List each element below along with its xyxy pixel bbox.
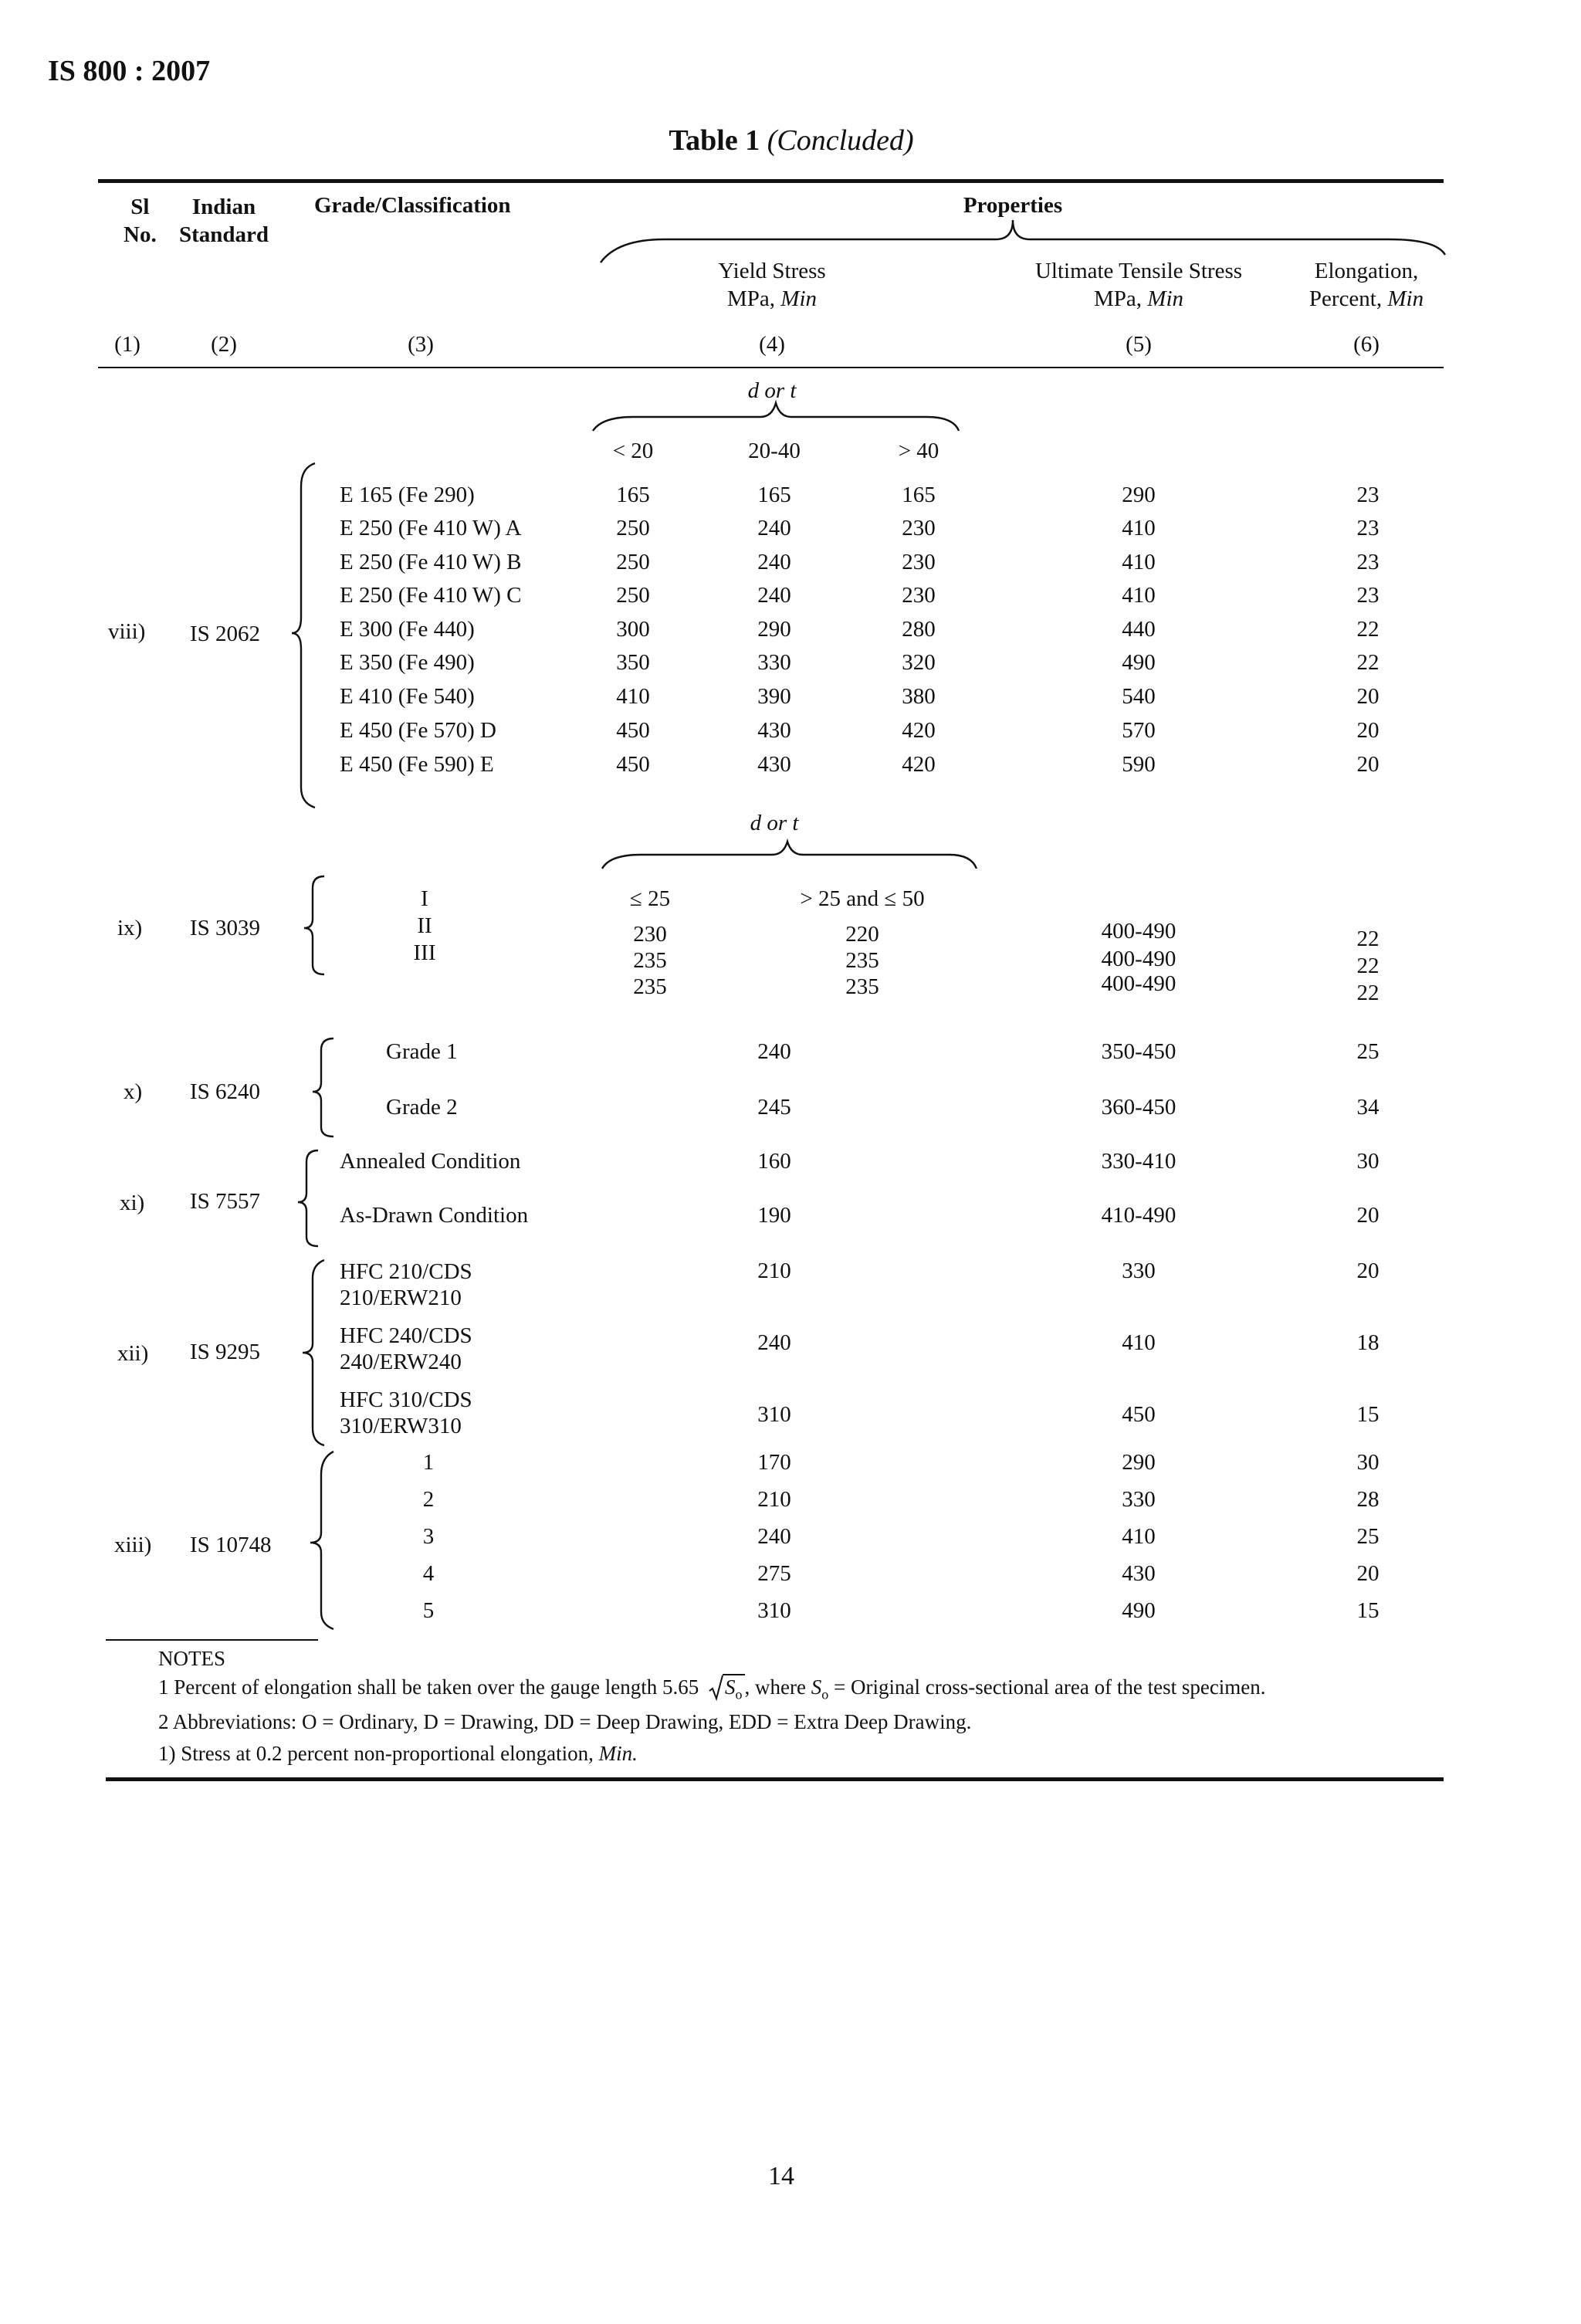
viii-standard: IS 2062 — [190, 622, 261, 646]
viii-yield-gt40-2: 230 — [902, 516, 936, 540]
viii-yield-20-40-5: 290 — [757, 617, 791, 642]
viii-grade-6: E 350 (Fe 490) — [340, 650, 475, 675]
x-grade-1: Grade 1 — [386, 1039, 458, 1064]
footnote-1: 1) Stress at 0.2 percent non-proportional elongation, Min. — [158, 1742, 638, 1765]
viii-yield-lt20-4: 250 — [616, 583, 650, 608]
ix-standard: IS 3039 — [190, 916, 261, 940]
viii-elongation-4: 23 — [1356, 583, 1380, 608]
notes-heading: NOTES — [158, 1647, 225, 1670]
ix-uts-row2: 400-490 — [1101, 947, 1176, 971]
xii-grade-3: HFC 310/CDS 310/ERW310 — [340, 1387, 472, 1438]
ix-y1-row3: 235 — [633, 974, 667, 999]
header-properties: Properties — [963, 193, 1063, 218]
xiii-uts-2: 330 — [1122, 1487, 1156, 1512]
viii-yield-lt20-9: 450 — [616, 752, 650, 777]
viii-grade-5: E 300 (Fe 440) — [340, 617, 475, 642]
x-yield-1: 240 — [757, 1039, 791, 1064]
viii-sub-gt40: > 40 — [898, 439, 939, 463]
viii-uts-6: 490 — [1122, 650, 1156, 675]
viii-yield-gt40-9: 420 — [902, 752, 936, 777]
ix-y2-row3: 235 — [845, 974, 879, 999]
xii-uts-1: 330 — [1122, 1259, 1156, 1283]
viii-uts-9: 590 — [1122, 752, 1156, 777]
ix-y1-row2: 235 — [633, 948, 667, 973]
col-num-3: (3) — [408, 332, 434, 357]
xi-yield-1: 160 — [757, 1149, 791, 1174]
xi-yield-2: 190 — [757, 1203, 791, 1228]
viii-yield-20-40-9: 430 — [757, 752, 791, 777]
x-uts-2: 360-450 — [1101, 1095, 1176, 1120]
ix-el-row1: 22 — [1356, 927, 1380, 951]
xi-uts-2: 410-490 — [1101, 1203, 1176, 1228]
xiii-yield-3: 240 — [757, 1524, 791, 1549]
ix-y1-row1: 230 — [633, 922, 667, 947]
xii-sl: xii) — [117, 1341, 149, 1366]
xiii-elongation-4: 20 — [1356, 1561, 1380, 1586]
viii-yield-lt20-5: 300 — [616, 617, 650, 642]
viii-yield-20-40-6: 330 — [757, 650, 791, 675]
x-el-2: 34 — [1356, 1095, 1380, 1120]
viii-yield-gt40-6: 320 — [902, 650, 936, 675]
xii-uts-2: 410 — [1122, 1330, 1156, 1355]
ix-sub-le25: ≤ 25 — [629, 886, 671, 911]
ix-el-row2: 22 — [1356, 954, 1380, 978]
x-uts-1: 350-450 — [1101, 1039, 1176, 1064]
viii-sub-lt20: < 20 — [612, 439, 654, 463]
viii-elongation-2: 23 — [1356, 516, 1380, 540]
xii-el-3: 15 — [1356, 1402, 1380, 1427]
xiii-elongation-3: 25 — [1356, 1524, 1380, 1549]
page-number: 14 — [768, 2162, 794, 2190]
ix-y2-row1: 220 — [845, 922, 879, 947]
viii-yield-gt40-8: 420 — [902, 718, 936, 743]
viii-uts-3: 410 — [1122, 550, 1156, 574]
ix-uts-row3: 400-490 — [1101, 971, 1176, 996]
viii-grade-8: E 450 (Fe 570) D — [340, 718, 496, 743]
xiii-yield-4: 275 — [757, 1561, 791, 1586]
xiii-elongation-2: 28 — [1356, 1487, 1380, 1512]
viii-grade-1: E 165 (Fe 290) — [340, 483, 475, 507]
viii-yield-20-40-1: 165 — [757, 483, 791, 507]
ix-uts-row1: 400-490 — [1101, 919, 1176, 943]
viii-grade-9: E 450 (Fe 590) E — [340, 752, 494, 777]
ix-sl: ix) — [117, 916, 143, 940]
viii-yield-gt40-3: 230 — [902, 550, 936, 574]
xii-yield-2: 240 — [757, 1330, 791, 1355]
xiii-grade-5: 5 — [422, 1598, 435, 1623]
header-uts: Ultimate Tensile Stress MPa, Min — [1034, 259, 1243, 311]
xiii-uts-3: 410 — [1122, 1524, 1156, 1549]
xi-grade-1: Annealed Condition — [340, 1149, 521, 1174]
x-grade-2: Grade 2 — [386, 1095, 458, 1120]
xiii-grade-1: 1 — [422, 1450, 435, 1475]
xii-el-2: 18 — [1356, 1330, 1380, 1355]
ix-grade-1: I — [421, 886, 428, 911]
xiii-sl: xiii) — [114, 1533, 152, 1557]
xiii-yield-1: 170 — [757, 1450, 791, 1475]
radical-sign — [709, 1674, 724, 1702]
xi-sl: xi) — [120, 1191, 145, 1215]
header-elongation: Elongation, Percent, Min — [1308, 259, 1424, 311]
viii-yield-lt20-8: 450 — [616, 718, 650, 743]
xiii-yield-2: 210 — [757, 1487, 791, 1512]
viii-elongation-6: 22 — [1356, 650, 1380, 675]
viii-grade-2: E 250 (Fe 410 W) A — [340, 516, 522, 540]
col-num-2: (2) — [211, 332, 237, 357]
viii-elongation-8: 20 — [1356, 718, 1380, 743]
xi-grade-2: As-Drawn Condition — [340, 1203, 529, 1228]
viii-yield-gt40-1: 165 — [902, 483, 936, 507]
x-el-1: 25 — [1356, 1039, 1380, 1064]
x-standard: IS 6240 — [190, 1079, 261, 1104]
viii-yield-20-40-8: 430 — [757, 718, 791, 743]
ix-grade-3: III — [413, 940, 436, 965]
xiii-uts-4: 430 — [1122, 1561, 1156, 1586]
viii-yield-20-40-7: 390 — [757, 684, 791, 709]
xiii-grade-4: 4 — [422, 1561, 435, 1586]
viii-yield-20-40-2: 240 — [757, 516, 791, 540]
viii-grade-4: E 250 (Fe 410 W) C — [340, 583, 522, 608]
viii-yield-lt20-3: 250 — [616, 550, 650, 574]
viii-uts-7: 540 — [1122, 684, 1156, 709]
viii-d-or-t-label: d or t — [747, 378, 797, 403]
viii-grade-7: E 410 (Fe 540) — [340, 684, 475, 709]
xii-grade-2: HFC 240/CDS 240/ERW240 — [340, 1323, 472, 1374]
notes-separator — [106, 1639, 318, 1641]
xiii-yield-5: 310 — [757, 1598, 791, 1623]
sqrt-symbol: $S_o$ — [709, 1675, 745, 1702]
ix-sub-25-50: > 25 and ≤ 50 — [800, 886, 925, 911]
xiii-uts-1: 290 — [1122, 1450, 1156, 1475]
col-num-4: (4) — [759, 332, 785, 357]
viii-yield-gt40-5: 280 — [902, 617, 936, 642]
viii-yield-gt40-7: 380 — [902, 684, 936, 709]
viii-elongation-1: 23 — [1356, 483, 1380, 507]
viii-yield-lt20-1: 165 — [616, 483, 650, 507]
col-num-5: (5) — [1126, 332, 1152, 357]
header-indian-standard: Indian Standard — [178, 195, 269, 247]
header-yield-stress: Yield Stress MPa, Min — [718, 259, 826, 311]
viii-sub-20-40: 20-40 — [748, 439, 801, 463]
header-sl-no: Sl No. — [124, 195, 157, 247]
table-bottom-rule — [106, 1777, 1444, 1781]
viii-uts-4: 410 — [1122, 583, 1156, 608]
x-yield-2: 245 — [757, 1095, 791, 1120]
viii-yield-20-40-3: 240 — [757, 550, 791, 574]
col-num-6: (6) — [1353, 332, 1380, 357]
viii-elongation-9: 20 — [1356, 752, 1380, 777]
xii-uts-3: 450 — [1122, 1402, 1156, 1427]
ix-d-or-t-label: d or t — [750, 811, 799, 835]
viii-uts-8: 570 — [1122, 718, 1156, 743]
viii-elongation-3: 23 — [1356, 550, 1380, 574]
note-2: 2 Abbreviations: O = Ordinary, D = Drawing, DD = Deep Drawing, EDD = Extra Deep Drawing. — [158, 1710, 972, 1733]
viii-uts-5: 440 — [1122, 617, 1156, 642]
viii-uts-2: 410 — [1122, 516, 1156, 540]
viii-yield-lt20-2: 250 — [616, 516, 650, 540]
xi-standard: IS 7557 — [190, 1189, 261, 1214]
xiii-grade-2: 2 — [422, 1487, 435, 1512]
viii-elongation-5: 22 — [1356, 617, 1380, 642]
note-1: 1 Percent of elongation shall be taken over the gauge length 5.65 $S_o$ , where $S_o$ = Original cross-sectional area of the test specimen. — [158, 1675, 1266, 1702]
x-sl: x) — [124, 1079, 143, 1104]
xiii-grade-3: 3 — [422, 1524, 435, 1549]
ix-el-row3: 22 — [1356, 981, 1380, 1005]
xi-uts-1: 330-410 — [1101, 1149, 1176, 1174]
viii-yield-lt20-6: 350 — [616, 650, 650, 675]
ix-grade-2: II — [417, 913, 432, 938]
xii-standard: IS 9295 — [190, 1340, 261, 1364]
xii-yield-3: 310 — [757, 1402, 791, 1427]
xiii-elongation-5: 15 — [1356, 1598, 1380, 1623]
xiii-uts-5: 490 — [1122, 1598, 1156, 1623]
xiii-standard: IS 10748 — [190, 1533, 272, 1557]
viii-uts-1: 290 — [1122, 483, 1156, 507]
viii-yield-lt20-7: 410 — [616, 684, 650, 709]
xi-el-2: 20 — [1356, 1203, 1380, 1228]
ix-y2-row2: 235 — [845, 948, 879, 973]
xii-el-1: 20 — [1356, 1259, 1380, 1283]
xii-yield-1: 210 — [757, 1259, 791, 1283]
xiii-elongation-1: 30 — [1356, 1450, 1380, 1475]
viii-sl: viii) — [108, 619, 146, 644]
document-id: IS 800 : 2007 — [48, 55, 211, 87]
col-num-1: (1) — [114, 332, 140, 357]
header-grade-classification: Grade/Classification — [314, 193, 511, 218]
viii-yield-20-40-4: 240 — [757, 583, 791, 608]
xii-grade-1: HFC 210/CDS 210/ERW210 — [340, 1259, 472, 1310]
viii-elongation-7: 20 — [1356, 684, 1380, 709]
viii-yield-gt40-4: 230 — [902, 583, 936, 608]
xi-el-1: 30 — [1356, 1149, 1380, 1174]
table-title: Table 1 (Concluded) — [669, 124, 914, 157]
viii-grade-3: E 250 (Fe 410 W) B — [340, 550, 522, 574]
